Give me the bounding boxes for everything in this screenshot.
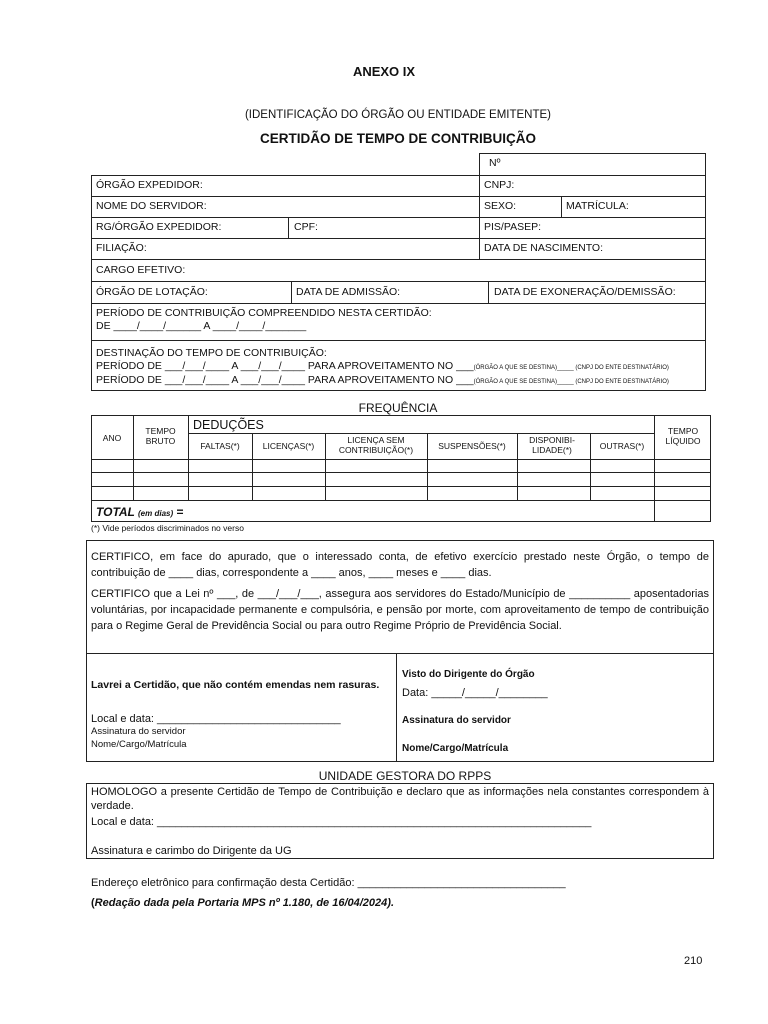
col-tempo-bruto: TEMPO BRUTO	[145, 426, 176, 446]
issuer-identification: (IDENTIFICAÇÃO DO ÓRGÃO OU ENTIDADE EMITENTE)	[244, 109, 552, 121]
destinacao-label: DESTINAÇÃO DO TEMPO DE CONTRIBUIÇÃO:	[96, 347, 327, 359]
nome-servidor-label: NOME DO SERVIDOR:	[96, 200, 207, 212]
cargo-efetivo-label: CARGO EFETIVO:	[96, 264, 186, 276]
col-disponibilidade: DISPONIBI-LIDADE(*)	[529, 435, 575, 455]
data-admissao-label: DATA DE ADMISSÃO:	[296, 286, 401, 298]
cpf-label: CPF:	[294, 221, 318, 233]
nome-cargo-matricula: Nome/Cargo/Matrícula	[91, 739, 187, 750]
certificate-title: CERTIDÃO DE TEMPO DE CONTRIBUIÇÃO	[259, 131, 536, 146]
visto-assinatura: Assinatura do servidor	[402, 715, 511, 726]
orgao-lotacao-label: ÓRGÃO DE LOTAÇÃO:	[96, 286, 208, 298]
pis-label: PIS/PASEP:	[484, 221, 541, 233]
rpps-local-data: Local e data: _______________________________________________________________________	[91, 816, 592, 828]
periodo-label: PERÍODO DE CONTRIBUIÇÃO COMPREENDIDO NESTA CERTIDÃO:	[96, 307, 432, 319]
frequency-footnote: (*) Vide períodos discriminados no verso	[91, 523, 244, 533]
col-licenca-sem-contribuicao: LICENÇA SEM CONTRIBUIÇÃO(*)	[338, 435, 414, 455]
col-licencas: LICENÇAS(*)	[262, 441, 315, 451]
annex-title: ANEXO IX	[352, 64, 416, 79]
endereco-eletronico: Endereço eletrônico para confirmação desta Certidão: __________________________________	[91, 877, 566, 889]
col-faltas: FALTAS(*)	[200, 441, 240, 451]
visto-nome-cargo: Nome/Cargo/Matrícula	[402, 743, 509, 754]
frequency-title: FREQUÊNCIA	[358, 401, 438, 415]
redacao-note: (Redação dada pela Portaria MPS nº 1.180, de 16/04/2024).	[91, 897, 394, 909]
homologo-text: HOMOLOGO a presente Certidão de Tempo de Contribuição e declaro que as informações nela constantes correspondem à verdade.	[91, 786, 709, 812]
col-outras: OUTRAS(*)	[599, 441, 645, 451]
total-label: TOTAL (em dias) =	[96, 505, 184, 519]
rpps-assinatura: Assinatura e carimbo do Dirigente da UG	[91, 845, 292, 857]
rg-label: RG/ÓRGÃO EXPEDIDOR:	[96, 221, 222, 233]
rpps-title: UNIDADE GESTORA DO RPPS	[318, 769, 492, 783]
periodo-line: DE ____/____/______ A ____/____/_______	[96, 320, 307, 332]
periodo-destino-1: PERÍODO DE ___/___/____ A ___/___/____ PARA APROVEITAMENTO NO ___(ÓRGÃO A QUE SE DESTINA)_____ (CNPJ DO ENTE DESTINATÁRIO)	[96, 360, 669, 372]
sexo-label: SEXO:	[484, 200, 517, 212]
col-suspensoes: SUSPENSÕES(*)	[438, 441, 506, 451]
assinatura-servidor: Assinatura do servidor	[91, 726, 186, 737]
matricula-label: MATRÍCULA:	[566, 200, 629, 212]
data-nascimento-label: DATA DE NASCIMENTO:	[484, 242, 604, 254]
orgao-expedidor-label: ÓRGÃO EXPEDIDOR:	[96, 179, 203, 191]
visto-data: Data: _____/_____/________	[402, 687, 548, 699]
col-ano: ANO	[102, 433, 122, 443]
local-data-servidor: Local e data: ______________________________	[91, 713, 341, 725]
number-box	[479, 153, 706, 176]
certify-paragraph-2: CERTIFICO que a Lei nº ___, de ___/___/___, assegura aos servidores do Estado/Município de __________ aposentadorias voluntárias, por incapacidade permanente e compulsória, e pensão por morte, com aproveitamento de tempo de contribuição para o Regime Geral de Previdência Social ou para outro Regime Próprio de Previdência Social.	[91, 588, 709, 632]
page-number: 210	[684, 955, 703, 967]
filiacao-label: FILIAÇÃO:	[96, 242, 147, 254]
number-label: Nº	[489, 157, 501, 169]
lavrei-text: Lavrei a Certidão, que não contém emendas nem rasuras.	[91, 679, 380, 691]
deducoes-header: DEDUÇÕES	[193, 418, 264, 432]
cnpj-label: CNPJ:	[484, 179, 515, 191]
visto-dirigente: Visto do Dirigente do Órgão	[402, 669, 535, 680]
certify-paragraph-1: CERTIFICO, em face do apurado, que o interessado conta, de efetivo exercício prestado neste Órgão, o tempo de contribuição de ____ dias, correspondente a ____ anos, ____ meses e ____ dias.	[91, 551, 709, 579]
col-tempo-liquido: TEMPO LÍQUIDO	[665, 426, 701, 446]
periodo-destino-2: PERÍODO DE ___/___/____ A ___/___/____ PARA APROVEITAMENTO NO ___(ÓRGÃO A QUE SE DESTINA)_____ (CNPJ DO ENTE DESTINATÁRIO)	[96, 374, 669, 386]
data-exoneracao-label: DATA DE EXONERAÇÃO/DEMISSÃO:	[494, 286, 676, 298]
